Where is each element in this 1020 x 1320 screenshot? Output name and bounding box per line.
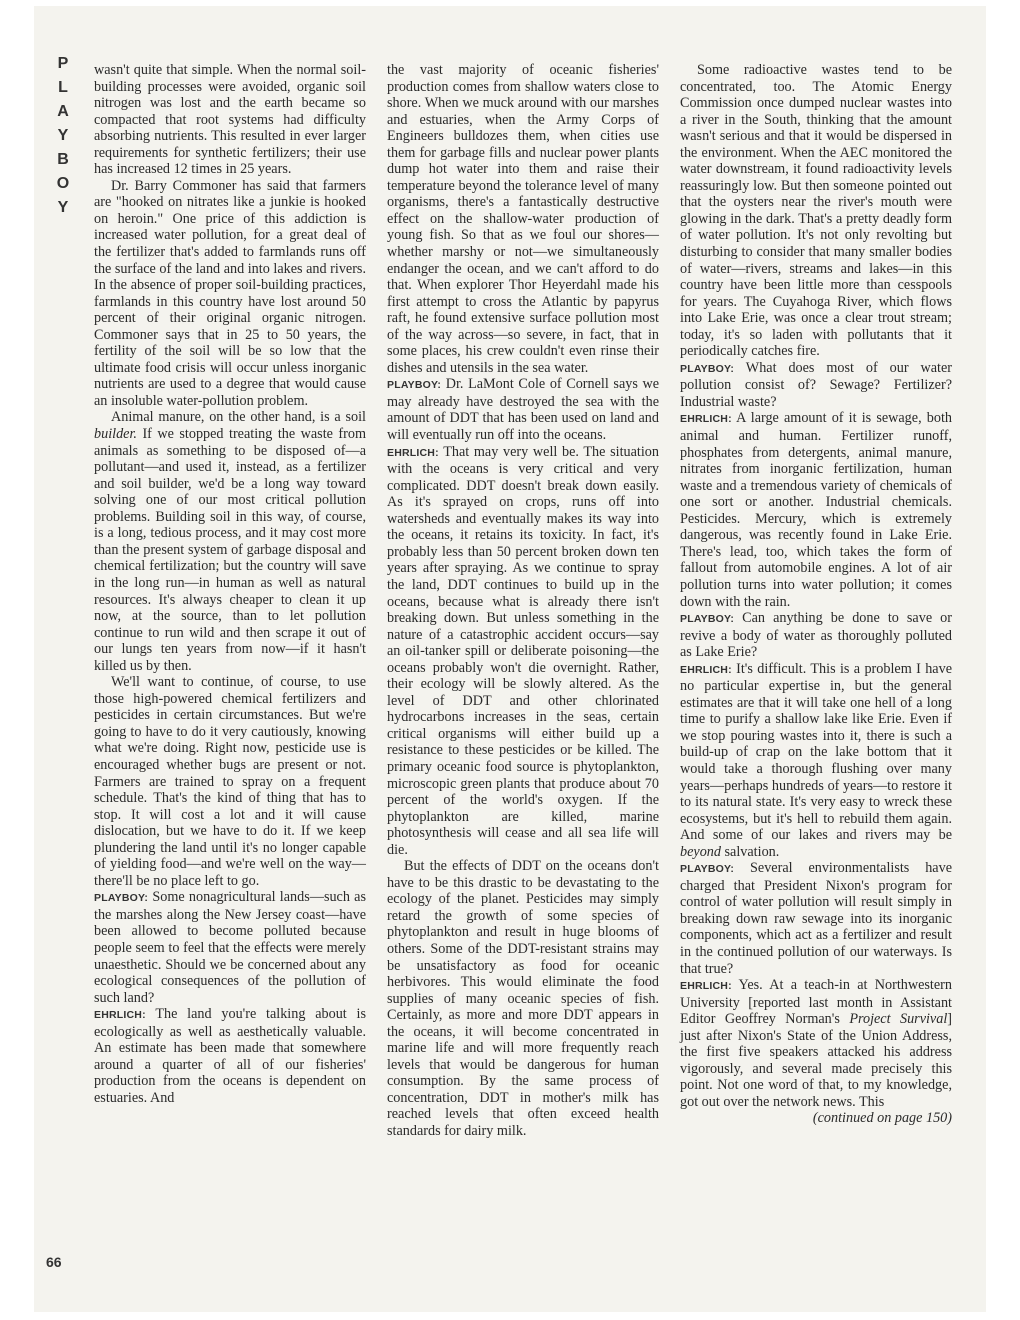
interview-paragraph (680, 410, 952, 610)
speaker-label: EHRLICH: (680, 663, 732, 676)
running-head-letter: P (57, 55, 69, 72)
paragraph-text: Some radioactive wastes tend to be concentrated, too. The Atomic Energy Commission once dumped nuclear wastes into a river in the South, thinking that the amount wasn't serious and that it would be dispersed in the environment. When the AEC monitored the water downstream, it found radioactivity levels reassuringly low. But then someone pointed out that the oysters near the river's mouth were glowing in the dark. That's a pretty deadly form of water pollution. It's not only revolting but disturbing to consider that many smaller bodies of water—rivers, streams and lakes—in this country have been little more than cesspools for years. The Cuyahoga River, which flows into Lake Erie, was once a clear trout stream; today, it's so laden with pollutants that it periodically catches fire. (680, 62, 952, 360)
italic-text: beyond (680, 843, 721, 860)
text-column-2 (387, 62, 659, 1140)
speaker-label: PLAYBOY: (94, 892, 149, 905)
running-head-letter: Y (57, 199, 69, 216)
interview-paragraph (680, 860, 952, 977)
body-paragraph (94, 409, 366, 674)
italic-text: builder. (94, 426, 137, 443)
running-head-letter: B (57, 151, 69, 168)
body-paragraph (387, 858, 659, 1139)
speaker-label: PLAYBOY: (680, 613, 735, 626)
speaker-label: EHRLICH: (94, 1009, 146, 1022)
speaker-label: EHRLICH: (387, 446, 439, 459)
speaker-label: PLAYBOY: (680, 362, 735, 375)
paragraph-text: wasn't quite that simple. When the normal soil-building processes were avoided, organic soil nitrogen was lost and the earth became so compacted that root systems had difficulty absorbing nutrients. This resulted in ever larger requirements for synthetic fertilizers; their use has increased 12 times in 25 years. (94, 62, 366, 178)
running-head-letter: A (57, 103, 69, 120)
paragraph-text: It's difficult. This is a problem I have no particular expertise in, but the general estimates are that it will take one hell of a long time to purify a shallow lake like Erie. Even if we stop pouring wastes into it, there is such a build-up of crap on the lake bottom that it would take a thorough flushing over many years—perhaps hundreds of years—to restore it to its natural state. It's very easy to wreck these ecosystems, but it's hell to rebuild them again. And some of our lakes and rivers may be (680, 660, 952, 844)
interview-paragraph (680, 977, 952, 1110)
italic-text: Project Survival (849, 1011, 948, 1028)
speaker-label: EHRLICH: (680, 980, 732, 993)
paragraph-text: ] just after Nixon's State of the Union Address, the first five speakers attacked his address vigorously, and several made precisely this point. Not one word of that, to my knowledge, got out over the network news. This (680, 1011, 953, 1110)
page-number: 66 (46, 1254, 62, 1270)
body-paragraph (387, 62, 659, 376)
paragraph-text: If we stopped treating the waste from animals as something to be disposed of—a pollutant—and used it, instead, as a fertilizer and soil builder, we'd be a long way toward solving one of our most critical pollution problems. Building soil in this way, of course, is a long, tedious process, and it may cost more than the present system of garbage disposal and chemical fertilization; but the country will save in the long run—in human as well as natural resources. It's always cheaper to clean it up now, at the source, than to let pollution continue to run wild and then scrape it out of our lungs ten years from now—if it hasn't killed us by then. (94, 426, 366, 674)
running-head-playboy (48, 52, 78, 220)
body-paragraph (680, 62, 952, 360)
body-paragraph (94, 674, 366, 889)
interview-paragraph (387, 444, 659, 859)
paragraph-text: Yes. At a teach-in at Northwestern University [reported last month in Assistant Editor Geoffrey Norman's (680, 977, 952, 1028)
paragraph-text: That may very well be. The situation with the oceans is very critical and very complicated. DDT doesn't break down easily. As it's sprayed on crops, runs off into watersheds and eventually makes its way into the oceans, it retains its toxicity. In fact, it's probably less than 50 percent broken down ten years after spraying. As we continue to spray the land, DDT continues to build up in the oceans, because what is already there isn't breaking down. But unless something in the nature of a catastrophic accident occurs—say an oil-tanker spill or deliberate poisoning—the oceans probably won't die overnight. Rather, their ecology will be slowly altered. As the level of DDT and other chlorinated hydrocarbons increases in the seas, certain critical organisms will either build up a resistance to these pesticides or be killed. The primary oceanic food source is phytoplankton, microscopic green plants that produce about 70 percent of the world's oxygen. If the phytoplankton are killed, marine photosynthesis will cease and all sea life will die. (387, 443, 659, 858)
interview-paragraph (680, 661, 952, 861)
body-paragraph (94, 178, 366, 410)
paragraph-text: Dr. Barry Commoner has said that farmers are "hooked on nitrates like a junkie is hooked on heroin." One price of this addiction is increased water pollution, for a great deal of the fertilizer that's added to farmlands runs off the surface of the land and into lakes and rivers. In the absence of proper soil-building practices, farmlands in this country have lost around 50 percent of their original organic nitrogen. Commoner says that in 25 to 50 years, the fertility of the soil will be so low that the ultimate food crisis will occur unless inorganic nutrients are used to a degree that would cause an insoluble water-pollution problem. (94, 177, 366, 409)
continued-on-note: (continued on page 150) (812, 1110, 952, 1127)
paragraph-text: Some nonagricultural lands—such as the marshes along the New Jersey coast—have been allowed to become polluted because people seem to feel that the effects were merely unaesthetic. Should we be concerned about any ecological consequences of the pollution of such land? (94, 889, 366, 1006)
text-column-1 (94, 62, 366, 1106)
speaker-label: PLAYBOY: (387, 379, 442, 392)
speaker-label: EHRLICH: (680, 413, 732, 426)
paragraph-text: salvation. (720, 843, 780, 860)
paragraph-text: The land you're talking about is ecologically as well as aesthetically valuable. An estimate has been made that somewhere around a quarter of all of our fisheries' production from the oceans is dependent on estuaries. And (94, 1006, 367, 1106)
interview-paragraph (680, 360, 952, 411)
paragraph-text: Can anything be done to save or revive a body of water as thoroughly polluted as Lake Erie? (680, 610, 952, 661)
interview-paragraph (680, 610, 952, 661)
paragraph-text: But the effects of DDT on the oceans don't have to be this drastic to be devastating to the ecology of the planet. Pesticides may simply retard the growth of some species of phytoplankton and result in huge blooms of others. Some of the DDT-resistant strains may be unsatisfactory as food for oceanic herbivores. This would eliminate the food supplies of many oceanic species of fish. Certainly, as more and more DDT appears in the oceans, it will become concentrated in marine life and will more frequently reach levels that would be dangerous for human consumption. By the same process of concentration, DDT in mother's milk has reached levels that often exceed health standards for dairy milk. (387, 858, 659, 1139)
interview-paragraph (94, 889, 366, 1006)
paragraph-text: the vast majority of oceanic fisheries' production comes from shallow waters close to shore. When we muck around with our marshes and estuaries, when the Army Corps of Engineers bulldozes them, when cities use them for garbage fills and nuclear power plants dump hot water into them and raise their temperature beyond the tolerance level of many organisms, there's a fantastically destructive effect on the shallow-water production of young fish. So that as we foul our shores—whether marshy or not—we simultaneously endanger the ocean, and we can't afford to do that. When explorer Thor Heyerdahl made his first attempt to cross the Atlantic by papyrus raft, he found extensive surface pollution most of the way across—so severe, in fact, that in some places, his crew couldn't even rinse their dishes and utensils in the sea water. (387, 62, 659, 376)
body-paragraph (94, 62, 366, 178)
running-head-letter: O (56, 175, 70, 192)
speaker-label: PLAYBOY: (680, 863, 735, 876)
running-head-letter: Y (57, 127, 69, 144)
text-column-3 (680, 62, 952, 1127)
paragraph-text: Several environmentalists have charged that President Nixon's program for control of water pollution will result simply in breaking down raw sewage into its inorganic components, which act as a fertilizer and result in the continued pollution of our waterways. Is that true? (680, 860, 952, 977)
paragraph-text: What does most of our water pollution consist of? Sewage? Fertilizer? Industrial waste? (680, 359, 952, 410)
paragraph-text: We'll want to continue, of course, to use those high-powered chemical fertilizers and pesticides in certain circumstances. But we're going to have to do it very cautiously, knowing what we're doing. Right now, pesticide use is encouraged whether bugs are present or not. Farmers are trained to spray on a frequent schedule. That's the kind of thing that has to stop. It will cost a lot and it will cause dislocation, but we have to do it. If we keep plundering the land until it's no longer capable of yielding food—and we're well on the way—there'll be no place left to go. (94, 674, 366, 889)
interview-paragraph (94, 1006, 366, 1106)
interview-paragraph (387, 376, 659, 443)
paragraph-text: Dr. LaMont Cole of Cornell says we may already have destroyed the sea with the amount of DDT that has been used on land and will eventually run off into the oceans. (387, 376, 660, 444)
paragraph-text: Animal manure, on the other hand, is a soil (111, 409, 366, 426)
paragraph-text: A large amount of it is sewage, both animal and human. Fertilizer runoff, phosphates from detergents, animal manure, nitrates from inorganic fertilization, human waste and a tremendous variety of chemicals of one sort or another. Industrial chemicals. Pesticides. Mercury, which is extremely dangerous, was recently found in Lake Erie. There's lead, too, which takes the form of fallout from automobile engines. A lot of air pollution turns into water pollution; it comes down with the rain. (680, 410, 952, 610)
running-head-letter: L (58, 79, 68, 96)
